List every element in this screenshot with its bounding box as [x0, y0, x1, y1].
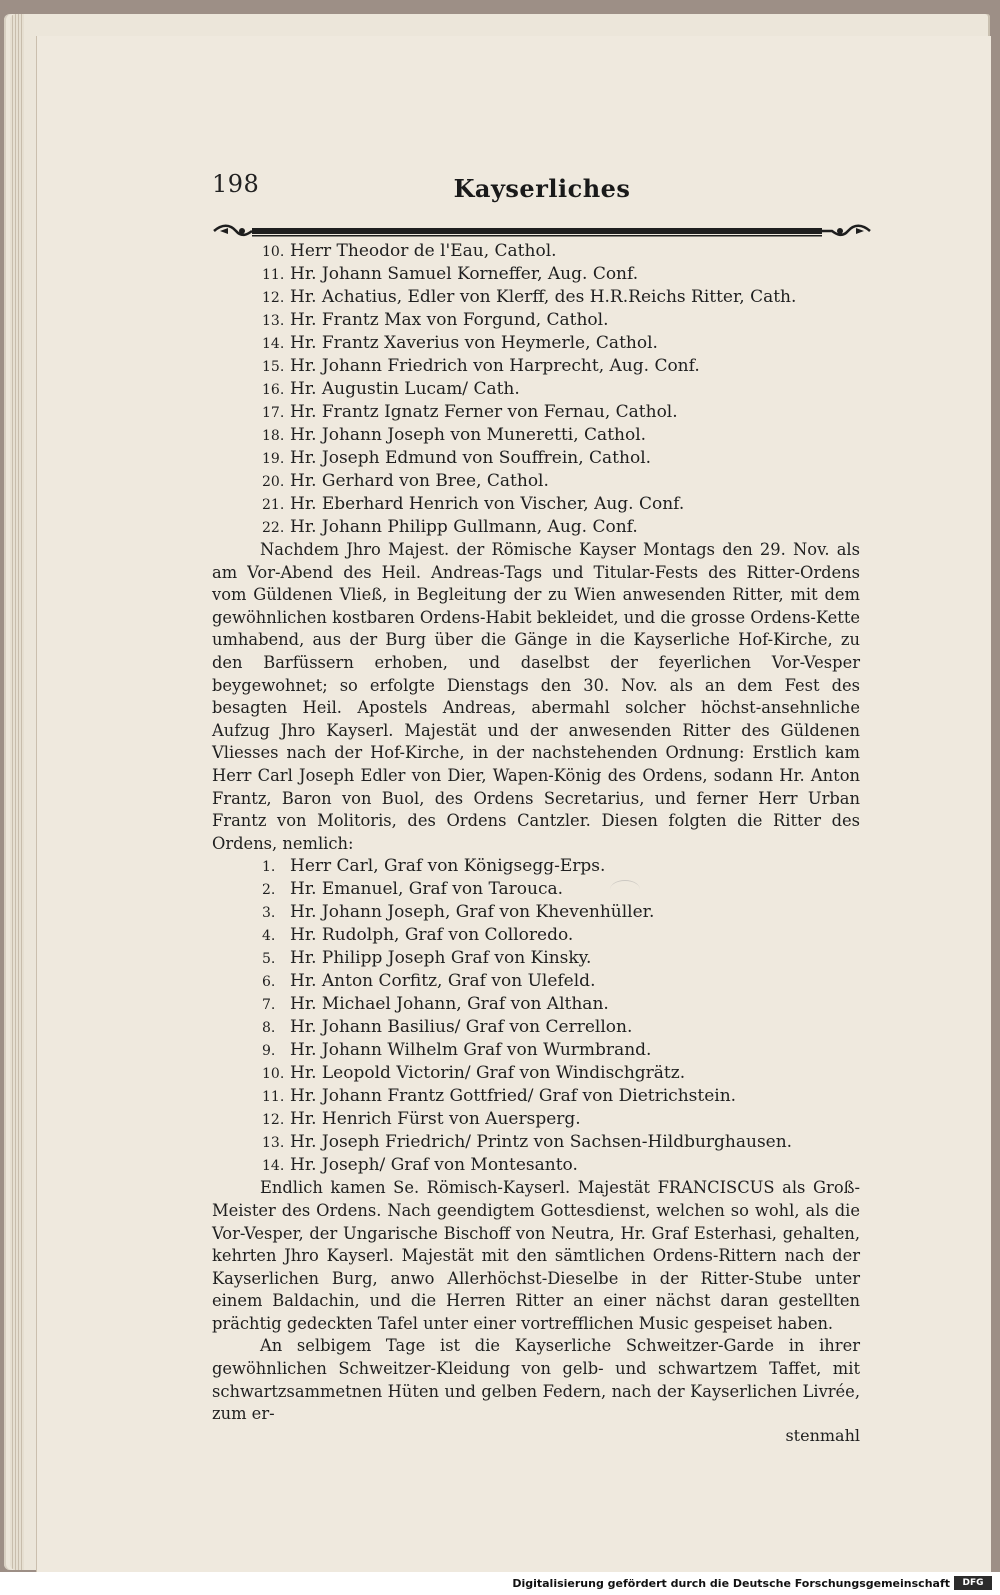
list-item: 2. Hr. Emanuel, Graf von Tarouca. — [262, 879, 564, 900]
list-item: 4. Hr. Rudolph, Graf von Colloredo. — [262, 925, 574, 946]
list-item: 9. Hr. Johann Wilhelm Graf von Wurmbrand. — [262, 1040, 652, 1061]
dfg-logo: DFG — [954, 1576, 992, 1590]
list-item: 12. Hr. Achatius, Edler von Klerff, des H.R.Reichs Ritter, Cath. — [262, 287, 797, 307]
list-item: 14. Hr. Frantz Xaverius von Heymerle, Cathol. — [262, 333, 658, 353]
list-item: 7. Hr. Michael Johann, Graf von Althan. — [262, 994, 609, 1015]
paper-mark — [610, 880, 640, 899]
paragraph-grand-master: Endlich kamen Se. Römisch-Kayserl. Majestät FRANCISCUS als Groß-Meister des Ordens. Nach geendigtem Gottesdienst, welchen so wohl, als die Vor-Vesper, der Ungarische Bischoff von Neutra, Hr. Graf Esterhasi, gehalten, kehrten Jhro Kayserl. Majestät mit den sämtlichen Ordens-Rittern nach der Kayserlichen Burg, anwo Allerhöchst-Dieselbe in der Ritter-Stube unter einem Baldachin, und die Herren Ritter an einer nächst daran gestellten prächtig gedeckten Tafel unter einer vortrefflichen Music gespeiset haben. — [212, 1178, 860, 1333]
list-item: 13. Hr. Joseph Friedrich/ Printz von Sachsen-Hildburghausen. — [262, 1132, 793, 1153]
list-item: 5. Hr. Philipp Joseph Graf von Kinsky. — [262, 948, 592, 969]
list-item: 21. Hr. Eberhard Henrich von Vischer, Aug. Conf. — [262, 494, 685, 514]
list-item: 14. Hr. Joseph/ Graf von Montesanto. — [262, 1155, 578, 1176]
paragraph-procession: Nachdem Jhro Majest. der Römische Kayser Montags den 29. Nov. als am Vor-Abend des Heil. Andreas-Tags und Titular-Fests des Ritter-Ordens vom Güldenen Vließ, in Begleitung der zu Wien anwesenden Ritter, mit dem gewöhnlichen kostbaren Ordens-Habit bekleidet, und die grosse Ordens-Kette umhabend, aus der Burg über die Gänge in die Kayserliche Hof-Kirche, zu den Barfüssern erhoben, und daselbst der feyerlichen Vor-Vesper beygewohnet; so erfolgte Dienstags den 30. Nov. als an dem Fest des besagten Heil. Apostels Andreas, abermahl solcher höchst-ansehnliche Aufzug Jhro Kayserl. Majestät und der anwesenden Ritter des Güldenen Vliesses nach der Hof-Kirche, in der nachstehenden Ordnung: Erstlich kam Herr Carl Joseph Edler von Dier, Wapen-König des Ordens, sodann Hr. Anton Frantz, Baron von Buol, des Ordens Secretarius, und ferner Herr Urban Frantz von Molitoris, des Ordens Cantzler. Diesen folgten die Ritter des Ordens, nemlich: — [212, 540, 860, 853]
list-item: 22. Hr. Johann Philipp Gullmann, Aug. Conf. — [262, 517, 638, 537]
list-item: 8. Hr. Johann Basilius/ Graf von Cerrellon. — [262, 1017, 633, 1038]
list-item: 11. Hr. Johann Samuel Korneffer, Aug. Conf. — [262, 264, 639, 284]
page-header — [212, 170, 872, 210]
knights-list-one — [212, 240, 860, 539]
list-item: 10. Hr. Leopold Victorin/ Graf von Windischgrätz. — [262, 1063, 686, 1084]
list-item: 16. Hr. Augustin Lucam/ Cath. — [262, 379, 520, 399]
list-item: 15. Hr. Johann Friedrich von Harprecht, Aug. Conf. — [262, 356, 700, 376]
list-item: 17. Hr. Frantz Ignatz Ferner von Fernau, Cathol. — [262, 402, 678, 422]
list-item: 20. Hr. Gerhard von Bree, Cathol. — [262, 471, 549, 491]
list-item: 3. Hr. Johann Joseph, Graf von Khevenhüller. — [262, 902, 655, 923]
ornament-rule — [212, 222, 872, 240]
list-item: 19. Hr. Joseph Edmund von Souffrein, Cathol. — [262, 448, 652, 468]
page-body — [212, 240, 860, 1446]
list-item: 1. Herr Carl, Graf von Königsegg-Erps. — [262, 856, 606, 877]
knights-list-two — [212, 855, 860, 1177]
list-item: 13. Hr. Frantz Max von Forgund, Cathol. — [262, 310, 609, 330]
list-item: 11. Hr. Johann Frantz Gottfried/ Graf von Dietrichstein. — [262, 1086, 737, 1107]
list-item: 6. Hr. Anton Corfitz, Graf von Ulefeld. — [262, 971, 596, 992]
catchword: stenmahl — [785, 1425, 860, 1445]
list-item: 18. Hr. Johann Joseph von Muneretti, Cathol. — [262, 425, 647, 445]
list-item: 10. Herr Theodor de l'Eau, Cathol. — [262, 241, 557, 261]
running-title: Kayserliches — [453, 174, 631, 203]
funding-credit: Digitalisierung gefördert durch die Deutsche Forschungsgemeinschaft — [512, 1577, 950, 1590]
list-item: 12. Hr. Henrich Fürst von Auersperg. — [262, 1109, 581, 1130]
footer-bar — [0, 1572, 1000, 1595]
page-number: 198 — [212, 170, 260, 198]
paragraph-swiss-guard: An selbigem Tage ist die Kayserliche Schweitzer-Garde in ihrer gewöhnlichen Schweitzer-Kleidung von gelb- und schwartzem Taffet, mit schwartzsammetnen Hüten und gelben Federn, nach der Kayserlichen Livrée, zum er- — [212, 1336, 860, 1424]
